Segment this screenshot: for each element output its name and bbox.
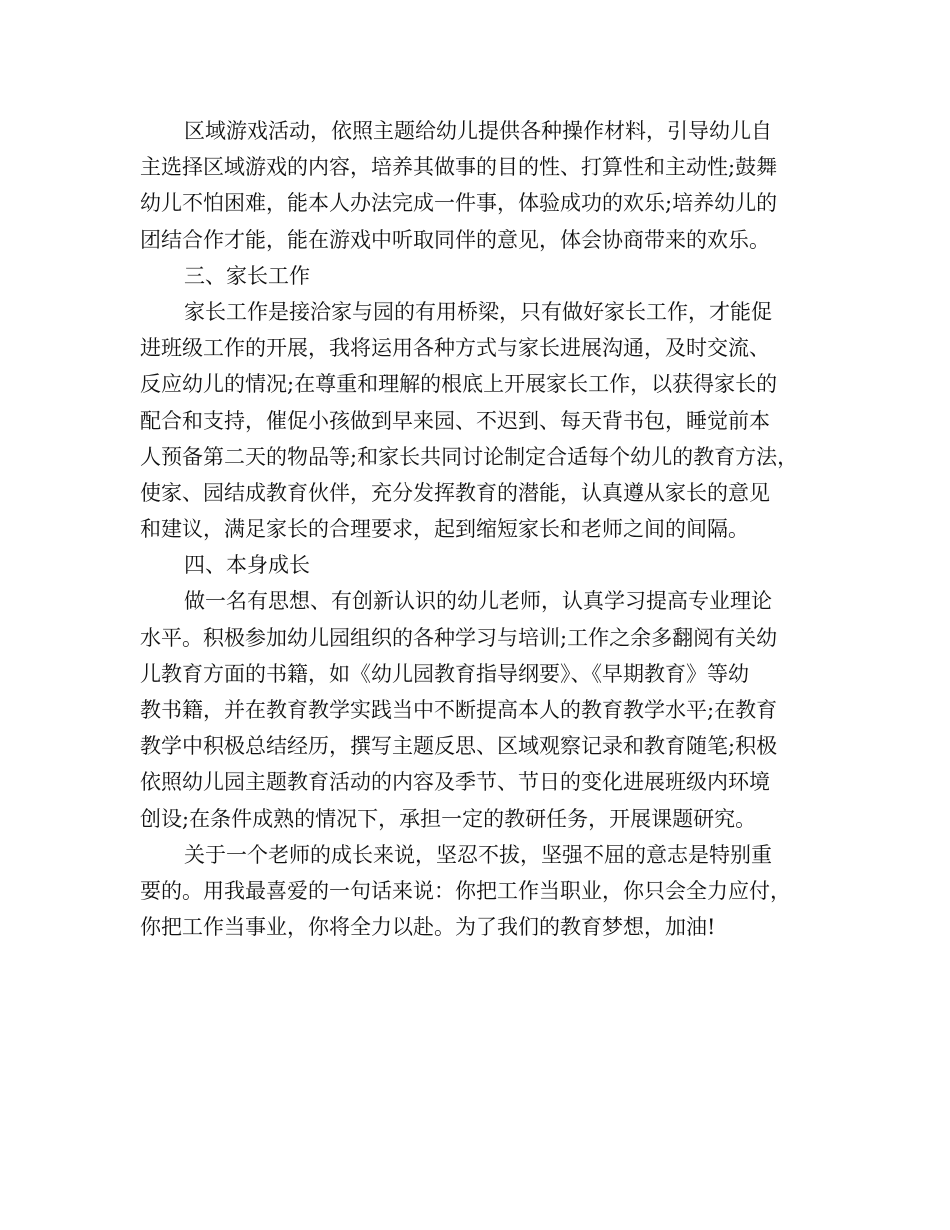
paragraph-line: 配合和支持，催促小孩做到早来园、不迟到、每天背书包，睡觉前本 (140, 408, 770, 433)
paragraph-line: 团结合作才能，能在游戏中听取同伴的意见，体会协商带来的欢乐。 (140, 227, 770, 252)
paragraph-line: 创设;在条件成熟的情况下，承担一定的教研任务，开展课题研究。 (140, 806, 757, 831)
paragraph-line: 区域游戏活动，依照主题给幼儿提供各种操作材料，引导幼儿自 (184, 119, 772, 143)
paragraph-line: 反应幼儿的情况;在尊重和理解的根底上开展家长工作，以获得家长的 (140, 372, 778, 397)
paragraph-line: 教书籍，并在教育教学实践当中不断提高本人的教育教学水平;在教育 (140, 698, 778, 722)
paragraph-line: 主选择区域游戏的内容，培养其做事的目的性、打算性和主动性;鼓舞 (140, 155, 778, 180)
paragraph-line: 人预备第二天的物品等;和家长共同讨论制定合适每个幼儿的教育方法， (140, 444, 799, 469)
section-heading: 三、家长工作 (184, 263, 310, 288)
paragraph-line: 使家、园结成教育伙伴，充分发挥教育的潜能，认真遵从家长的意见 (140, 480, 770, 505)
paragraph-line: 和建议，满足家长的合理要求，起到缩短家长和老师之间的间隔。 (140, 517, 749, 542)
paragraph-line: 儿教育方面的书籍，如《幼儿园教育指导纲要》、《早期教育》等幼 (140, 661, 749, 686)
section-heading: 四、本身成长 (184, 553, 310, 578)
paragraph-line: 你把工作当事业，你将全力以赴。为了我们的教育梦想，加油! (140, 915, 716, 940)
paragraph-line: 进班级工作的开展，我将运用各种方式与家长进展沟通，及时交流、 (140, 336, 770, 361)
paragraph-line: 做一名有思想、有创新认识的幼儿老师，认真学习提高专业理论 (184, 589, 772, 614)
paragraph-line: 水平。积极参加幼儿园组织的各种学习与培训;工作之余多翻阅有关幼 (140, 625, 778, 650)
paragraph-line: 依照幼儿园主题教育活动的内容及季节、节日的变化进展班级内环境 (140, 770, 770, 795)
paragraph-line: 教学中积极总结经历，撰写主题反思、区域观察记录和教育随笔;积极 (140, 734, 778, 759)
paragraph-line: 幼儿不怕困难，能本人办法完成一件事，体验成功的欢乐;培养幼儿的 (140, 191, 778, 216)
document-body (140, 113, 830, 945)
paragraph-line: 要的。用我最喜爱的一句话来说：你把工作当职业，你只会全力应付， (140, 878, 791, 903)
paragraph-line: 关于一个老师的成长来说，坚忍不拔，坚强不屈的意志是特别重 (184, 842, 772, 867)
paragraph-line: 家长工作是接洽家与园的有用桥梁，只有做好家长工作，才能促 (184, 299, 772, 324)
